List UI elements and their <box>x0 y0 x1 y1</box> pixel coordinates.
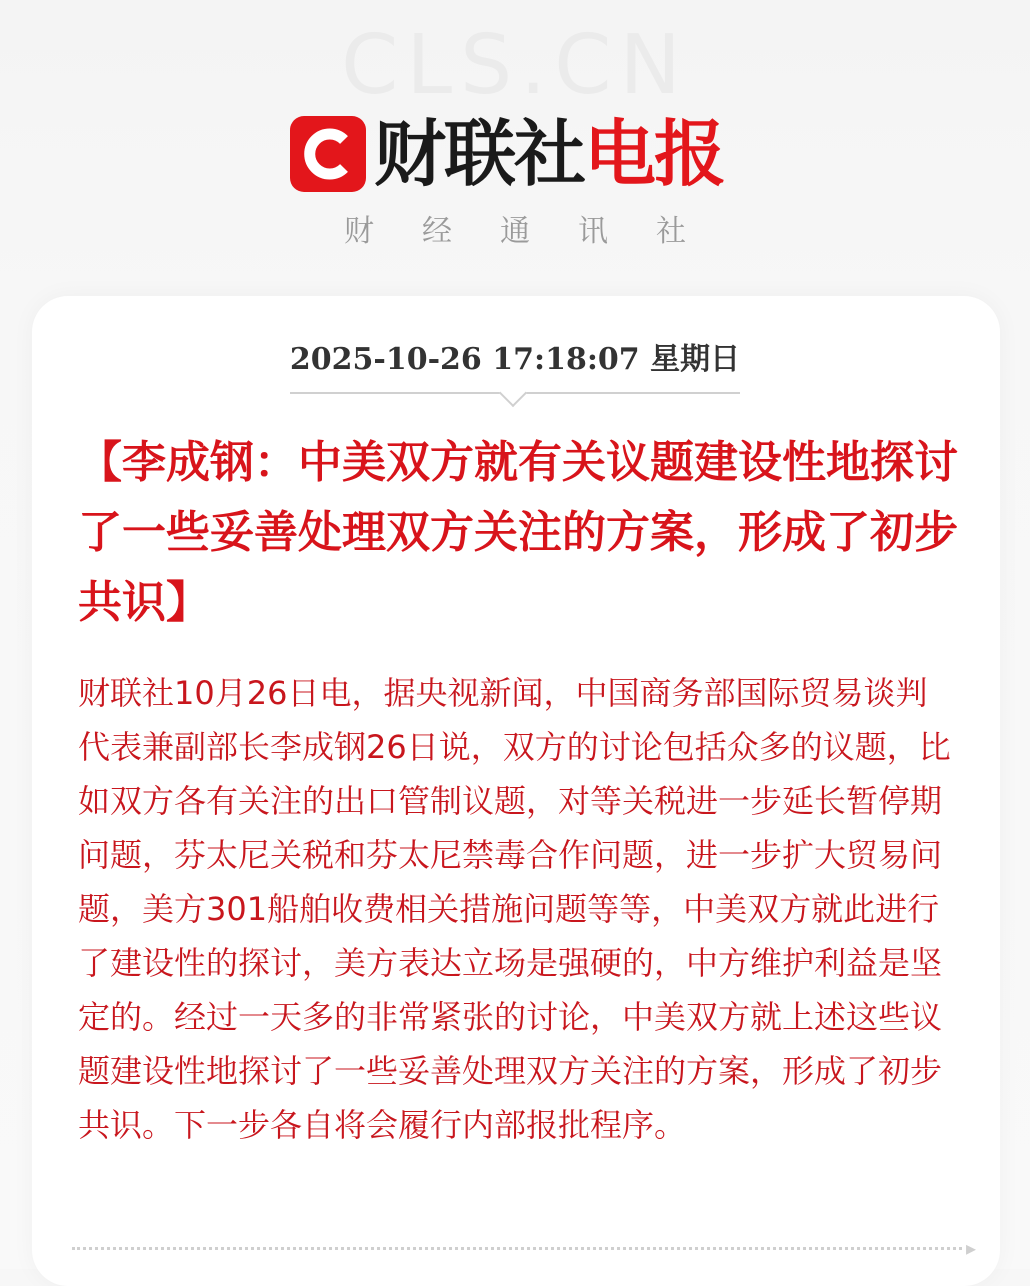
logo-suffix-text: 电报 <box>584 112 725 196</box>
logo <box>290 112 724 196</box>
logo-c-icon <box>290 116 366 192</box>
arrow-right-icon: ▸ <box>966 1236 977 1260</box>
tagline: 财经通讯社 <box>344 214 734 249</box>
watermark: CLS.CN <box>341 18 689 113</box>
logo-brand-text: 财联社 <box>374 112 585 196</box>
article-headline: 【李成钢：中美双方就有关议题建设性地探讨了一些妥善处理双方关注的方案，形成了初步共识】 <box>78 437 958 628</box>
article-datetime: 2025-10-26 17:18:07 星期日 <box>289 342 741 377</box>
footer-divider <box>72 1247 962 1250</box>
article-body: 财联社10月26日电，据央视新闻，中国商务部国际贸易谈判代表兼副部长李成钢26日说，双方的讨论包括众多的议题，比如双方各有关注的出口管制议题，对等关税进一步延长暂停期问题，芬太尼关税和芬太尼禁毒合作问题，进一步扩大贸易问题，美方301船舶收费相关措施问题等等，中美双方就此进行了建设性的探讨，美方表达立场是强硬的，中方维护利益是坚定的。经过一天多的非常紧张的讨论，中美双方就上述这些议题建设性地探讨了一些妥善处理双方关注的方案，形成了初步共识。下一步各自将会履行内部报批程序。 <box>78 674 951 1144</box>
